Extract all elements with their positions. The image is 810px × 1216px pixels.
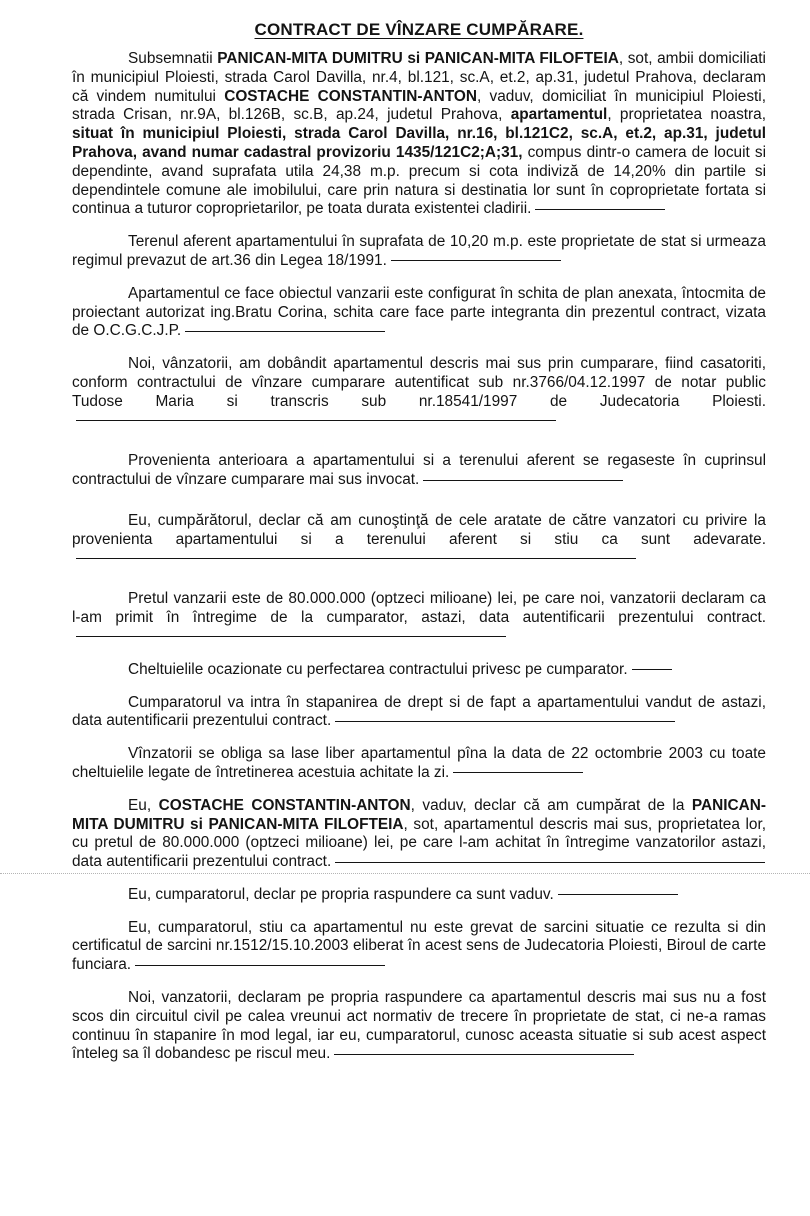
paragraph-costs <box>72 661 766 680</box>
fill-line <box>453 772 583 773</box>
p12-text: Eu, cumparatorul, declar pe propria raspundere ca sunt vaduv. <box>128 885 554 903</box>
p10-text: Vînzatorii se obliga sa lase liber apartamentul pîna la data de 22 octombrie 2003 cu toate cheltuielile legate de întretinerea acestuia achitate la zi. <box>72 745 766 781</box>
buyer-name: COSTACHE CONSTANTIN-ANTON <box>224 87 477 105</box>
paragraph-land <box>72 233 766 271</box>
p13-text: Eu, cumparatorul, stiu ca apartamentul nu este grevat de sarcini situatie ce rezulta si din certificatul de sarcini nr.1512/15.10.2003 eliberat în acest sens de Judecatoria Ploiesti, Biroul de carte funciara. <box>72 918 766 974</box>
p1-text-g: , proprietatea noastra, <box>607 106 766 124</box>
p6-text: Eu, cumpărătorul, declar că am cunoştinţă de cele aratate de către vanzatori cu privire la provenienta apartamentului si a terenului aferent si stiu ca sunt adevarate. <box>72 511 766 548</box>
p9-text: Cumparatorul va intra în stapanirea de drept si de fapt a apartamentului vandut de astazi, data autentificarii prezentului contract. <box>72 693 766 730</box>
fill-line <box>535 209 665 210</box>
fill-line <box>76 636 506 637</box>
paragraph-widower <box>72 886 766 905</box>
p1-text-i: compus dintr-o camera de locuit si dependinte, avand suprafata utila 24,38 m.p. precum si cota indiviză de 14,20% din partile si dependintele comune ale imobilului, care prin natura si destinatia lor sunt în coproprietate fortata si continua a tuturor coproprietarilor, pe toata durata existentei cladirii. <box>72 143 766 218</box>
paragraph-risk <box>72 989 766 1064</box>
fill-line <box>76 558 636 559</box>
fill-line <box>391 260 561 261</box>
p11-text-e: , sot, apartamentul descris mai sus, proprietatea lor, cu pretul de 80.000.000 (optzeci milioane) lei, pe care l-am achitat în întregime vanzatorilor astazi, data autentificarii prezentului contract. <box>72 815 767 871</box>
fill-line <box>185 331 385 332</box>
fill-line <box>423 480 623 481</box>
p1-text-c: , sot, ambii domiciliati în municipiul Ploiesti, strada Carol Davilla, nr.4, bl.121, sc.A, et.2, ap.31, judetul Prahova, declaram că vindem numitului <box>72 50 766 105</box>
p8-text: Cheltuielile ocazionate cu perfectarea contractului privesc pe cumparator. <box>128 660 628 678</box>
fill-line <box>632 669 672 670</box>
apartment-word: apartamentul <box>510 106 608 124</box>
contract-title: CONTRACT DE VÎNZARE CUMPĂRARE. <box>254 20 584 39</box>
fill-line <box>335 721 675 722</box>
p2-text: Terenul aferent apartamentului în suprafata de 10,20 m.p. este proprietate de stat si urmeaza regimul prevazut de art.36 din Legea 18/1991. <box>72 233 766 269</box>
fill-line <box>334 1054 634 1055</box>
paragraph-plan <box>72 285 766 341</box>
sellers-names: PANICAN-MITA DUMITRU si PANICAN-MITA FILOFTEIA <box>217 50 619 67</box>
sellers-names: PANICAN-MITA DUMITRU si PANICAN-MITA FILOFTEIA <box>72 796 766 833</box>
p11-text-c: , vaduv, declar că am cumpărat de la <box>410 796 692 814</box>
p1-text-a: Subsemnatii <box>128 50 218 67</box>
buyer-name: COSTACHE CONSTANTIN-ANTON <box>158 796 411 814</box>
p4-text: Noi, vânzatorii, am dobândit apartamentul descris mai sus prin cumparare, fiind casatoriti, conform contractului de vînzare cumparare autentificat sub nr.3766/04.12.1997 de notar public Tudose Maria si transcris sub nr.18541/1997 de Judecatoria Ploiesti. <box>72 355 766 410</box>
p3-text: Apartamentul ce face obiectul vanzarii este configurat în schita de plan anexata, întocmita de proiectant autorizat ing.Bratu Corina, schita care face parte integranta din prezentul contract, vizata de O.C.G.C.J.P. <box>72 284 766 340</box>
p7-text: Pretul vanzarii este de 80.000.000 (optzeci milioane) lei, pe care noi, vanzatorii declaram ca l-am primit în întregime de la cumparator, astazi, data autentificarii prezentului contract. <box>72 590 766 627</box>
paragraph-price <box>72 590 766 646</box>
paragraph-acquisition <box>72 355 766 430</box>
fill-line <box>558 894 678 895</box>
paragraph-encumbrances <box>72 919 766 975</box>
fill-line <box>135 965 385 966</box>
p1-text-e: , vaduv, domiciliat în municipiul Ploiesti, strada Crisan, nr.9A, bl.126B, sc.B, ap.24, judetul Prahova, <box>72 87 766 124</box>
p11-text-a: Eu, <box>128 796 159 814</box>
p14-text: Noi, vanzatorii, declaram pe propria raspundere ca apartamentul descris mai sus nu a fost scos din circuitul civil pe calea vreunui act normativ de trecere în proprietate de stat, ci ne-a ramas continuu în stapanire în mod legal, iar eu, cumparatorul, cunosc aceasta situatie si sub acest aspect înteleg sa îl dobandesc pe riscul meu. <box>72 989 766 1063</box>
paragraph-buyer-knowledge <box>72 512 766 568</box>
p5-text: Provenienta anterioara a apartamentului si a terenului aferent se regaseste în cuprinsul contractului de vînzare cumparare mai sus invocat. <box>72 452 766 489</box>
scan-dotted-line <box>0 873 810 874</box>
paragraph-parties <box>72 50 766 219</box>
paragraph-vacate <box>72 745 766 783</box>
fill-line <box>76 420 556 421</box>
fill-line <box>335 862 765 863</box>
paragraph-buyer-declaration <box>72 797 766 872</box>
paragraph-possession <box>72 694 766 732</box>
paragraph-provenance <box>72 452 766 490</box>
apartment-location: situat în municipiul Ploiesti, strada Carol Davilla, nr.16, bl.121C2, sc.A, et.2, ap.31, judetul Prahova, avand numar cadastral provizoriu 1435/121C2;A;31, <box>72 125 766 161</box>
